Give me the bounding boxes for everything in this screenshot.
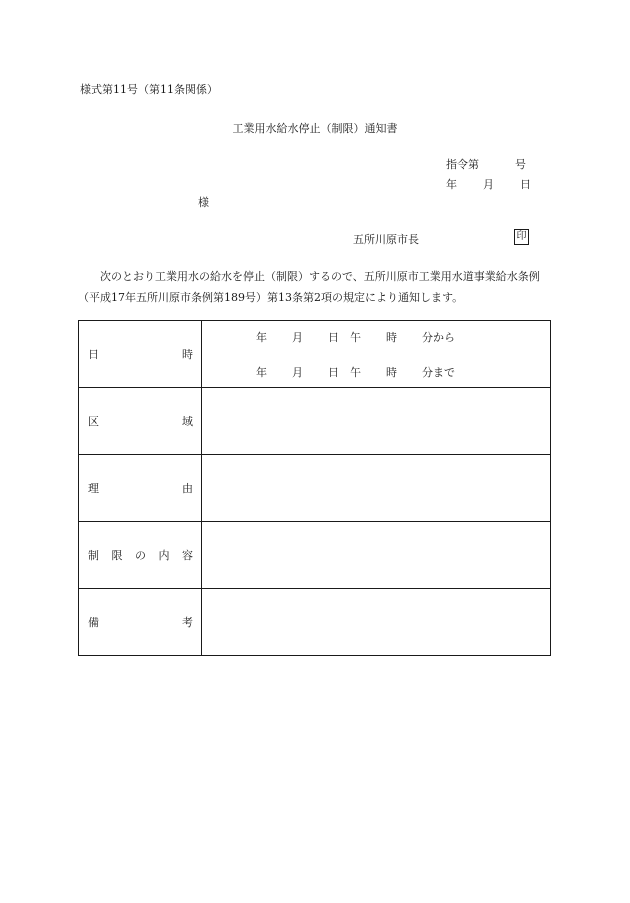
label-char: 考	[182, 616, 193, 629]
body-paragraph	[78, 266, 558, 308]
time-month: 月	[292, 330, 303, 344]
end-time-line	[202, 364, 550, 382]
order-prefix: 指令第	[446, 158, 479, 171]
issuer-title: 五所川原市長	[353, 233, 419, 246]
row-label-restriction	[79, 522, 202, 589]
form-number: 様式第11号（第11条関係）	[80, 83, 218, 96]
document-title: 工業用水給水停止（制限）通知書	[232, 122, 398, 135]
notice-table	[78, 320, 551, 656]
label-char: 内	[158, 549, 170, 562]
time-hour: 時	[386, 330, 397, 344]
datetime-cell[interactable]	[202, 321, 551, 388]
label-char: 区	[88, 415, 99, 428]
date-year: 年	[446, 178, 457, 191]
restriction-cell[interactable]	[202, 522, 551, 589]
area-cell[interactable]	[202, 388, 551, 455]
label-char: 備	[88, 616, 99, 629]
issue-date-line	[446, 176, 531, 192]
time-day: 日	[328, 365, 339, 379]
table-row-remarks	[79, 589, 551, 656]
label-char: 域	[182, 415, 193, 428]
seal-mark: 印	[514, 229, 529, 245]
row-label-datetime	[79, 321, 202, 388]
order-suffix: 号	[515, 158, 526, 171]
date-day: 日	[520, 178, 531, 191]
time-to: 分まで	[422, 365, 455, 379]
label-char: 理	[88, 482, 99, 495]
row-label-reason	[79, 455, 202, 522]
label-char: の	[135, 549, 146, 562]
start-time-line	[202, 329, 550, 347]
remarks-cell[interactable]	[202, 589, 551, 656]
label-char: 日	[88, 348, 99, 361]
time-day: 日	[328, 330, 339, 344]
table-row-area	[79, 388, 551, 455]
label-char: 限	[111, 549, 123, 562]
label-char: 制	[88, 549, 99, 562]
time-year: 年	[256, 365, 267, 379]
row-label-remarks	[79, 589, 202, 656]
time-from: 分から	[422, 330, 455, 344]
body-text: 次のとおり工業用水の給水を停止（制限）するので、五所川原市工業用水道事業給水条例（平成17年五所川原市条例第189号）第13条第2項の規定により通知します。	[78, 270, 540, 304]
time-month: 月	[292, 365, 303, 379]
time-ampm: 午	[350, 330, 361, 344]
time-ampm: 午	[350, 365, 361, 379]
table-row-datetime	[79, 321, 551, 388]
addressee-honorific: 様	[198, 196, 209, 209]
table-row-reason	[79, 455, 551, 522]
time-year: 年	[256, 330, 267, 344]
time-hour: 時	[386, 365, 397, 379]
table-row-restriction	[79, 522, 551, 589]
row-label-area	[79, 388, 202, 455]
label-char: 由	[182, 482, 193, 495]
order-number-line	[446, 156, 526, 172]
label-char: 時	[182, 348, 193, 361]
reason-cell[interactable]	[202, 455, 551, 522]
date-month: 月	[483, 178, 494, 191]
label-char: 容	[182, 549, 193, 562]
